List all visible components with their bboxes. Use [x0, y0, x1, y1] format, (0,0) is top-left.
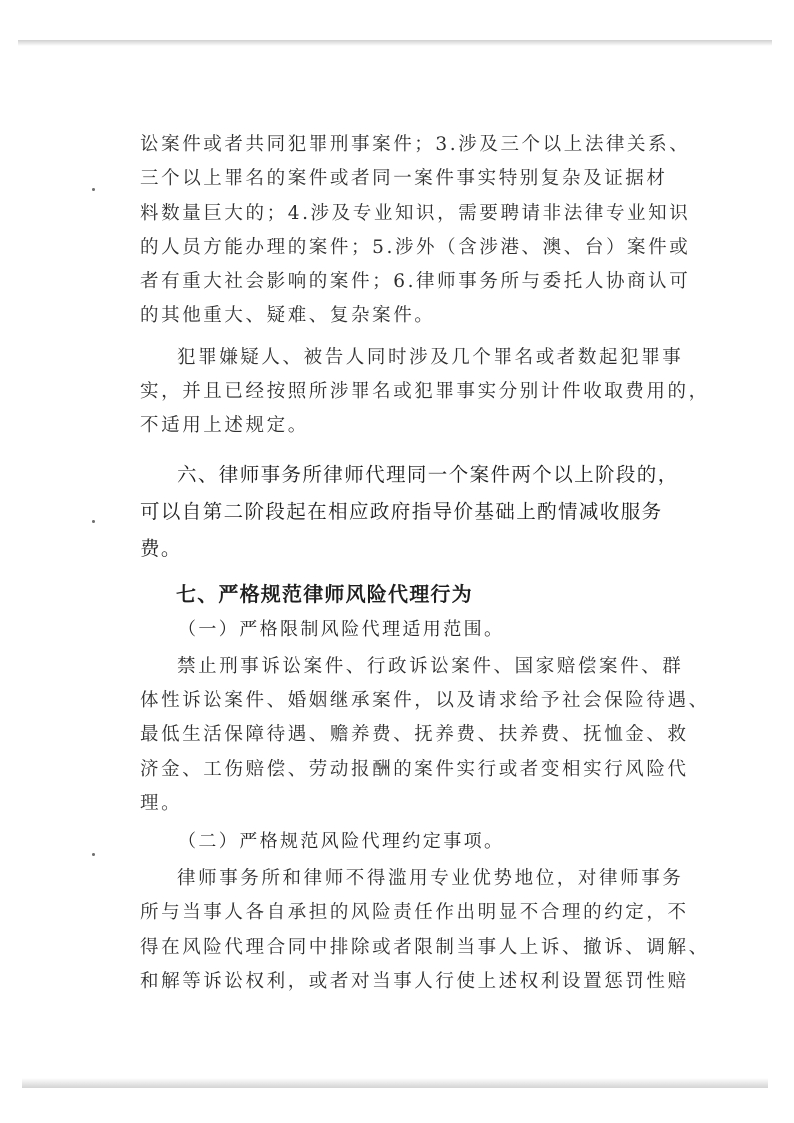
binding-hole-mark — [92, 853, 95, 856]
text-line: 体性诉讼案件、婚姻继承案件，以及请求给予社会保险待遇、 — [140, 689, 710, 711]
subsection-one-title: （一）严格限制风险代理适用范围。 — [178, 618, 505, 640]
text-line: 律师事务所和律师不得滥用专业优势地位，对律师事务 — [177, 868, 684, 890]
text-line: 实，并且已经按照所涉罪名或犯罪事实分别计件收取费用的， — [140, 381, 710, 403]
text-line: 禁止刑事诉讼案件、行政诉讼案件、国家赔偿案件、群 — [177, 655, 684, 677]
text-line: 讼案件或者共同犯罪刑事案件；3.涉及三个以上法律关系、 — [140, 134, 691, 155]
text-line: 济金、工伤赔偿、劳动报酬的案件实行或者变相实行风险代 — [140, 758, 689, 780]
scan-edge-top — [18, 40, 772, 46]
text-line: 的人员方能办理的案件；5.涉外（含涉港、澳、台）案件或 — [140, 236, 691, 258]
paragraph-case-list — [140, 128, 691, 334]
text-line: 料数量巨大的；4.涉及专业知识，需要聘请非法律专业知识 — [140, 202, 691, 224]
text-line: 最低生活保障待遇、赡养费、抚养费、扶养费、抚恤金、救 — [140, 724, 689, 746]
binding-hole-mark — [92, 520, 95, 523]
text-line: 六、律师事务所律师代理同一个案件两个以上阶段的， — [177, 462, 679, 486]
text-line: 所与当事人各自承担的风险责任作出明显不合理的约定，不 — [140, 902, 689, 924]
subsection-one-body — [140, 650, 710, 821]
text-line: 的其他重大、疑难、复杂案件。 — [140, 305, 436, 327]
scan-edge-bottom — [22, 1078, 768, 1088]
text-line: 和解等诉讼权利，或者对当事人行使上述权利设置惩罚性赔 — [140, 971, 689, 993]
subsection-two-body — [140, 862, 710, 999]
item-six — [140, 456, 679, 567]
subsection-two-title: （二）严格规范风险代理约定事项。 — [178, 831, 505, 853]
text-line: 可以自第二阶段起在相应政府指导价基础上酌情减收服务 — [140, 499, 663, 523]
text-line: 理。 — [140, 792, 183, 814]
text-line: 者有重大社会影响的案件；6.律师事务所与委托人协商认可 — [140, 271, 691, 293]
binding-hole-mark — [92, 188, 95, 191]
text-line: 得在风险代理合同中排除或者限制当事人上诉、撤诉、调解、 — [140, 936, 710, 958]
paragraph-exception — [140, 341, 710, 444]
section-seven-title: 七、严格规范律师风险代理行为 — [176, 581, 473, 606]
text-line: 费。 — [140, 536, 182, 560]
text-line: 不适用上述规定。 — [140, 415, 309, 437]
document-body — [140, 128, 710, 999]
text-line: 犯罪嫌疑人、被告人同时涉及几个罪名或者数起犯罪事 — [177, 346, 684, 368]
text-line: 三个以上罪名的案件或者同一案件事实特别复杂及证据材 — [140, 168, 668, 190]
